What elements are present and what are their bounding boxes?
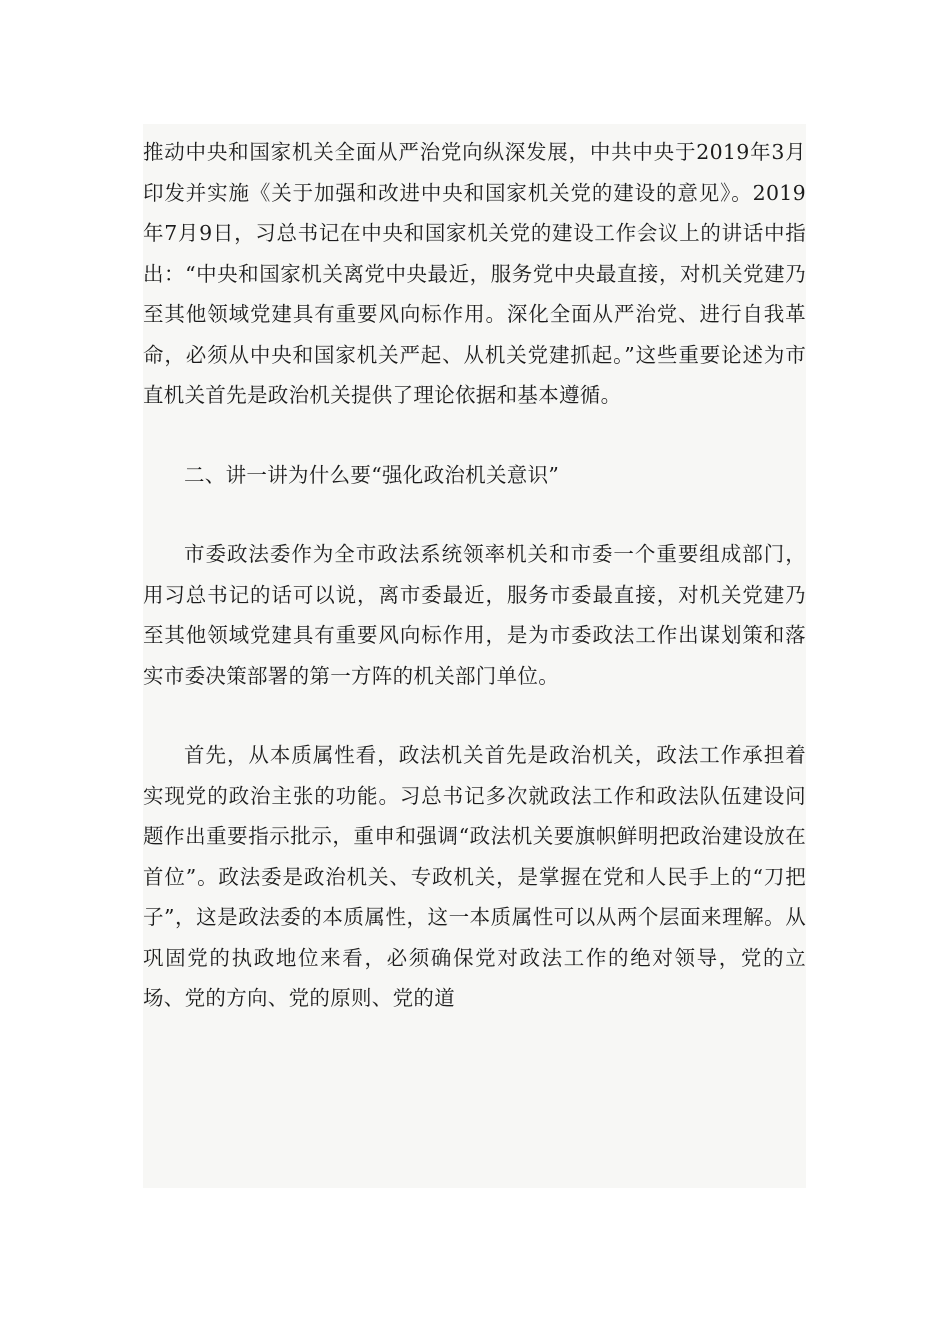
paragraph-role: 市委政法委作为全市政法系统领率机关和市委一个重要组成部门，用习总书记的话可以说，离市委最近，服务市委最直接，对机关党建乃至其他领域党建具有重要风向标作用，是为市委政法工作出谋划策和落实市委决策部署的第一方阵的机关部门单位。 [143, 542, 806, 688]
paragraph-spacer [143, 696, 806, 735]
document-body [143, 132, 806, 1019]
paragraph-essence: 首先，从本质属性看，政法机关首先是政治机关，政法工作承担着实现党的政治主张的功能。习总书记多次就政法工作和政法队伍建设问题作出重要指示批示，重申和强调“政法机关要旗帜鲜明把政治建设放在首位”。政法委是政治机关、专政机关，是掌握在党和人民手上的“刀把子”，这是政法委的本质属性，这一本质属性可以从两个层面来理解。从巩固党的执政地位来看，必须确保党对政法工作的绝对领导，党的立场、党的方向、党的原则、党的道 [143, 743, 806, 1010]
paragraph-spacer [143, 495, 806, 534]
paragraph-continuation: 推动中央和国家机关全面从严治党向纵深发展，中共中央于2019年3月印发并实施《关于加强和改进中央和国家机关党的建设的意见》。2019年7月9日，习总书记在中央和国家机关党的建设工作会议上的讲话中指出：“中央和国家机关离党中央最近，服务党中央最直接，对机关党建乃至其他领域党建具有重要风向标作用。深化全面从严治党、进行自我革命，必须从中央和国家机关严起、从机关党建抓起。”这些重要论述为市直机关首先是政治机关提供了理论依据和基本遵循。 [143, 140, 806, 407]
paragraph-spacer [143, 416, 806, 455]
section-heading: 二、讲一讲为什么要“强化政治机关意识” [184, 462, 560, 487]
